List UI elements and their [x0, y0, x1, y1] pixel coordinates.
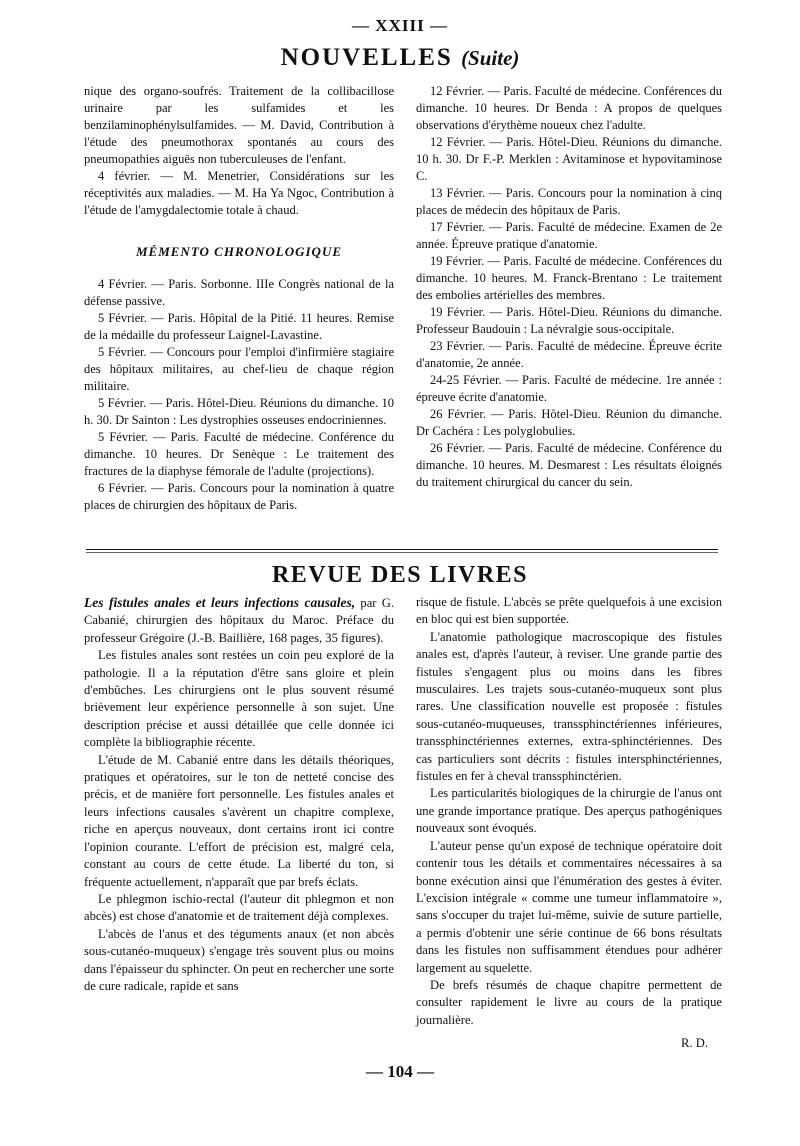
memento-entry: 13 Février. — Paris. Concours pour la nomination à cinq places de médecin des hôpitaux de Paris. [416, 186, 722, 217]
book-heading [84, 594, 394, 647]
memento-entry: 23 Février. — Paris. Faculté de médecine. Épreuve écrite d'anatomie, 2e année. [416, 339, 722, 370]
review-paragraph: Les fistules anales sont restées un coin peu exploré de la pathologie. Il a la réputation d'être sans gloire et plein d'embûches. Les chirurgiens ont le plus souvent résumé brièvement leur expérience personnelle à son sujet. Une description précise et aussi détaillée que celle donnée ici complète la bibliographie récente. [84, 648, 394, 750]
review-signature: R. D. [681, 1036, 708, 1051]
paragraph: 4 février. — M. Menetrier, Considérations sur les réceptivités aux maladies. — M. Ha Ya Ngoc, Contribution à l'étude de l'amygdalectomie totale à chaud. [84, 169, 394, 217]
memento-entry: 19 Février. — Paris. Hôtel-Dieu. Réunions du dimanche. Professeur Baudouin : La névralgie sous-occipitale. [416, 305, 722, 336]
memento-entry: 12 Février. — Paris. Hôtel-Dieu. Réunions du dimanche. 10 h. 30. Dr F.-P. Merklen : Avitaminose et hypovitaminose C. [416, 135, 722, 183]
review-paragraph: L'abcès de l'anus et des téguments anaux (et non abcès sous-cutanéo-muqueux) s'engage très souvent plus ou moins dans l'épaisseur du sphincter. On peut en rechercher une sorte de cure radicale, rapide et sans [84, 926, 395, 993]
memento-entry: 4 Février. — Paris. Sorbonne. IIIe Congrès national de la défense passive. [84, 277, 394, 308]
paragraph: nique des organo-soufrés. Traitement de la collibacillose urinaire par les sulfamides et les benzilaminophénylsulfamides. — M. David, Contribution à l'étude des pneumothorax spontanés au cours des pneumopathies aiguës non tuberculeuses de l'enfant. [84, 84, 394, 166]
review-paragraph: L'étude de M. Cabanié entre dans les détails théoriques, pratiques et opératoires, sur le ton de netteté concise des précis, et de manière fort personnelle. Les fistules anales et leurs infections causales s'avèrent un chapitre complexe, riche en aperçus nouveaux, dont certains iront ici contre l'opinion courante. L'effort de précision est, malgré cela, constant au cours de cette étude. La liberté du ton, si fréquente actuellement, n'apparaît que par brefs éclats. [84, 752, 394, 889]
section-divider [86, 549, 718, 550]
memento-entry: 19 Février. — Paris. Faculté de médecine. Conférences du dimanche. 10 heures. M. Franck-Brentano : Le traitement des embolies artérielles des membres. [416, 254, 722, 302]
memento-entry: 24-25 Février. — Paris. Faculté de médecine. 1re année : épreuve écrite d'anatomie. [416, 373, 722, 404]
review-paragraph: De brefs résumés de chaque chapitre permettent de consulter rapidement le livre au cours de la pratique journalière. [416, 977, 722, 1027]
review-paragraph: L'anatomie pathologique macroscopique des fistules anales est, d'après l'auteur, à reviser. Une grande partie des fistules s'engagent plus ou moins dans les fibres musculaires. Les trajets sous-cutanéo-muqueux sont plus rares. Une classification nouvelle est proposée : fistules sous-cutanéo-muqueuses, transsphinctériennes inférieures, transsphinctériennes externes, extra-sphinctériennes. Des cas particuliers sont décrits : fistules intersphinctériennes, fistules en fer à cheval transsphinctérien. [416, 629, 722, 784]
revue-left-column [84, 594, 394, 995]
book-reference: par G. Cabanié, chirurgien des hôpitaux du Maroc. Préface du professeur Grégoire (J.-B. Baillière, 168 pages, 35 figures). [84, 596, 394, 645]
header-suite: (Suite) [461, 46, 520, 70]
memento-entry: 5 Février. — Concours pour l'emploi d'infirmière stagiaire des hôpitaux militaires, au chef-lieu de chaque région militaire. [84, 345, 394, 393]
revue-right-column [416, 594, 722, 1053]
memento-entry: 26 Février. — Paris. Hôtel-Dieu. Réunion du dimanche. Dr Cachéra : Les polyglobulies. [416, 407, 722, 438]
review-paragraph: Le phlegmon ischio-rectal (l'auteur dit phlegmon et non abcès) est chose d'anatomie et de traitement déjà complexes. [84, 891, 394, 924]
revue-title: REVUE DES LIVRES [271, 562, 529, 588]
memento-entry: 5 Février. — Paris. Faculté de médecine. Conférence du dimanche. 10 heures. Dr Senèque : Le traitement des fractures de la diaphyse fémorale de l'adulte (projections). [84, 430, 394, 478]
page-number: — 104 — [366, 1062, 434, 1081]
section-header [0, 44, 800, 72]
section-divider-thin [86, 552, 718, 553]
memento-entry: 5 Février. — Paris. Hôpital de la Pitié. 11 heures. Remise de la médaille du professeur Laignel-Lavastine. [84, 311, 394, 342]
memento-entry: 26 Février. — Paris. Faculté de médecine. Conférence du dimanche. 10 heures. M. Desmarest : Les résultats éloignés du traitement chirurgical du cancer du sein. [416, 441, 722, 489]
memento-entry: 5 Février. — Paris. Hôtel-Dieu. Réunions du dimanche. 10 h. 30. Dr Sainton : Les dystrophies osseuses endocriniennes. [84, 396, 394, 427]
review-paragraph: Les particularités biologiques de la chirurgie de l'anus ont une grande importance pratique. Des aperçus pathogéniques nouveaux sont évoqués. [416, 786, 722, 836]
review-paragraph: risque de fistule. L'abcès se prête quelquefois à une excision en bloc qui est bien supportée. [416, 595, 722, 627]
memento-entry: 12 Février. — Paris. Faculté de médecine. Conférences du dimanche. 10 heures. Dr Benda : A propos de quelques observations d'érythème noueux chez l'adulte. [416, 84, 722, 132]
memento-entry: 17 Février. — Paris. Faculté de médecine. Examen de 2e année. Épreuve pratique d'anatomie. [416, 220, 722, 251]
review-paragraph: L'auteur pense qu'un exposé de technique opératoire doit contenir tous les détails et commentaires nécessaires à sa bonne exécution ainsi que l'énumération des gestes à éviter. L'excision intégrale « comme une tumeur inflammatoire », sans s'occuper du trajet lui-même, suivie de suture partielle, a permis d'obtenir une série continue de 66 bons résultats dans les fistules non suffisamment étendues pour adhérer largement au squelette. [416, 838, 722, 975]
memento-right-column [416, 83, 722, 491]
roman-page-number: — XXIII — [352, 16, 448, 35]
nouvelles-left-column [84, 83, 394, 514]
header-title: NOUVELLES [280, 44, 453, 71]
memento-entry: 6 Février. — Paris. Concours pour la nomination à quatre places de chirurgien des hôpitaux de Paris. [84, 481, 394, 512]
memento-title: MÉMENTO CHRONOLOGIQUE [135, 244, 343, 259]
book-title: Les fistules anales et leurs infections causales, [84, 595, 356, 610]
